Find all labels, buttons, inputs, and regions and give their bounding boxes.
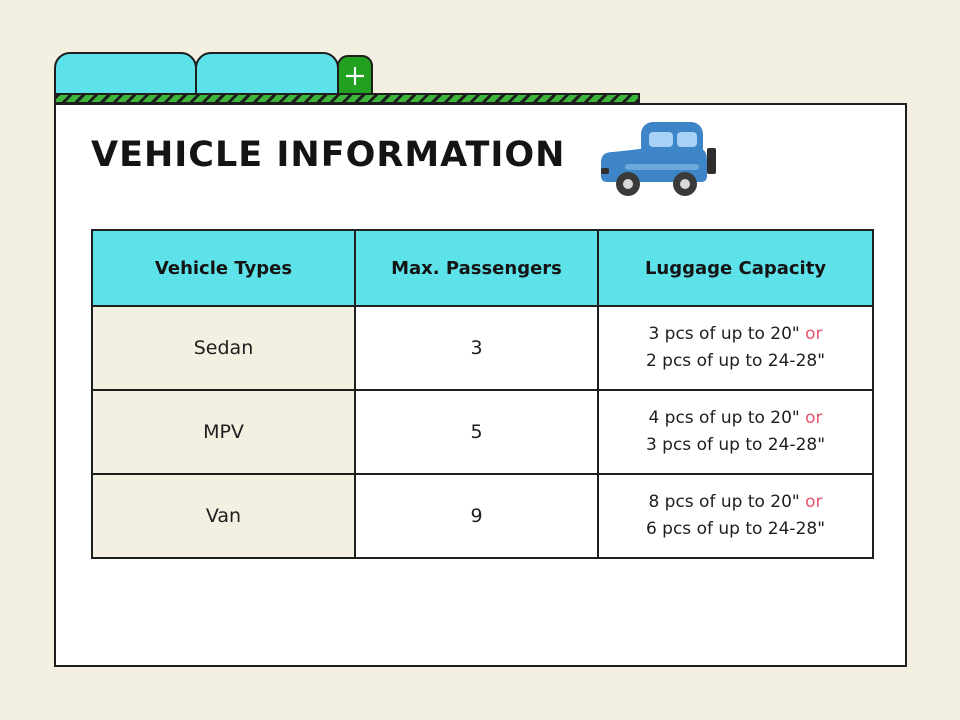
car-icon: [597, 118, 719, 198]
page-title: VEHICLE INFORMATION: [91, 135, 566, 175]
vehicle-type-cell: Sedan: [92, 306, 355, 390]
max-passengers-cell: 3: [355, 306, 598, 390]
table-row: [92, 306, 873, 390]
luggage-line-1: 8 pcs of up to 20": [648, 492, 800, 512]
tab-bar-stripe: [54, 93, 640, 104]
table-row: [92, 390, 873, 474]
luggage-line-1: 3 pcs of up to 20": [648, 324, 800, 344]
max-passengers-cell: 5: [355, 390, 598, 474]
header-luggage-capacity: Luggage Capacity: [598, 230, 873, 306]
table-header-row: [92, 230, 873, 306]
luggage-line-2: 2 pcs of up to 24-28": [645, 351, 826, 371]
plus-icon: [344, 65, 366, 87]
max-passengers-cell: 9: [355, 474, 598, 558]
or-text: or: [805, 324, 823, 344]
vehicle-type-cell: MPV: [92, 390, 355, 474]
luggage-line-2: 6 pcs of up to 24-28": [645, 519, 826, 539]
table-row: [92, 474, 873, 558]
luggage-capacity-cell: [598, 474, 873, 558]
luggage-capacity-cell: [598, 390, 873, 474]
vehicle-type-cell: Van: [92, 474, 355, 558]
header-vehicle-types: Vehicle Types: [92, 230, 355, 306]
luggage-capacity-cell: [598, 306, 873, 390]
or-text: or: [805, 492, 823, 512]
watermark-mark: ·: [12, 692, 15, 701]
luggage-line-2: 3 pcs of up to 24-28": [645, 435, 826, 455]
vehicle-info-table: [91, 229, 874, 559]
header-max-passengers: Max. Passengers: [355, 230, 598, 306]
or-text: or: [805, 408, 823, 428]
main-window: [54, 103, 907, 667]
luggage-line-1: 4 pcs of up to 20": [648, 408, 800, 428]
